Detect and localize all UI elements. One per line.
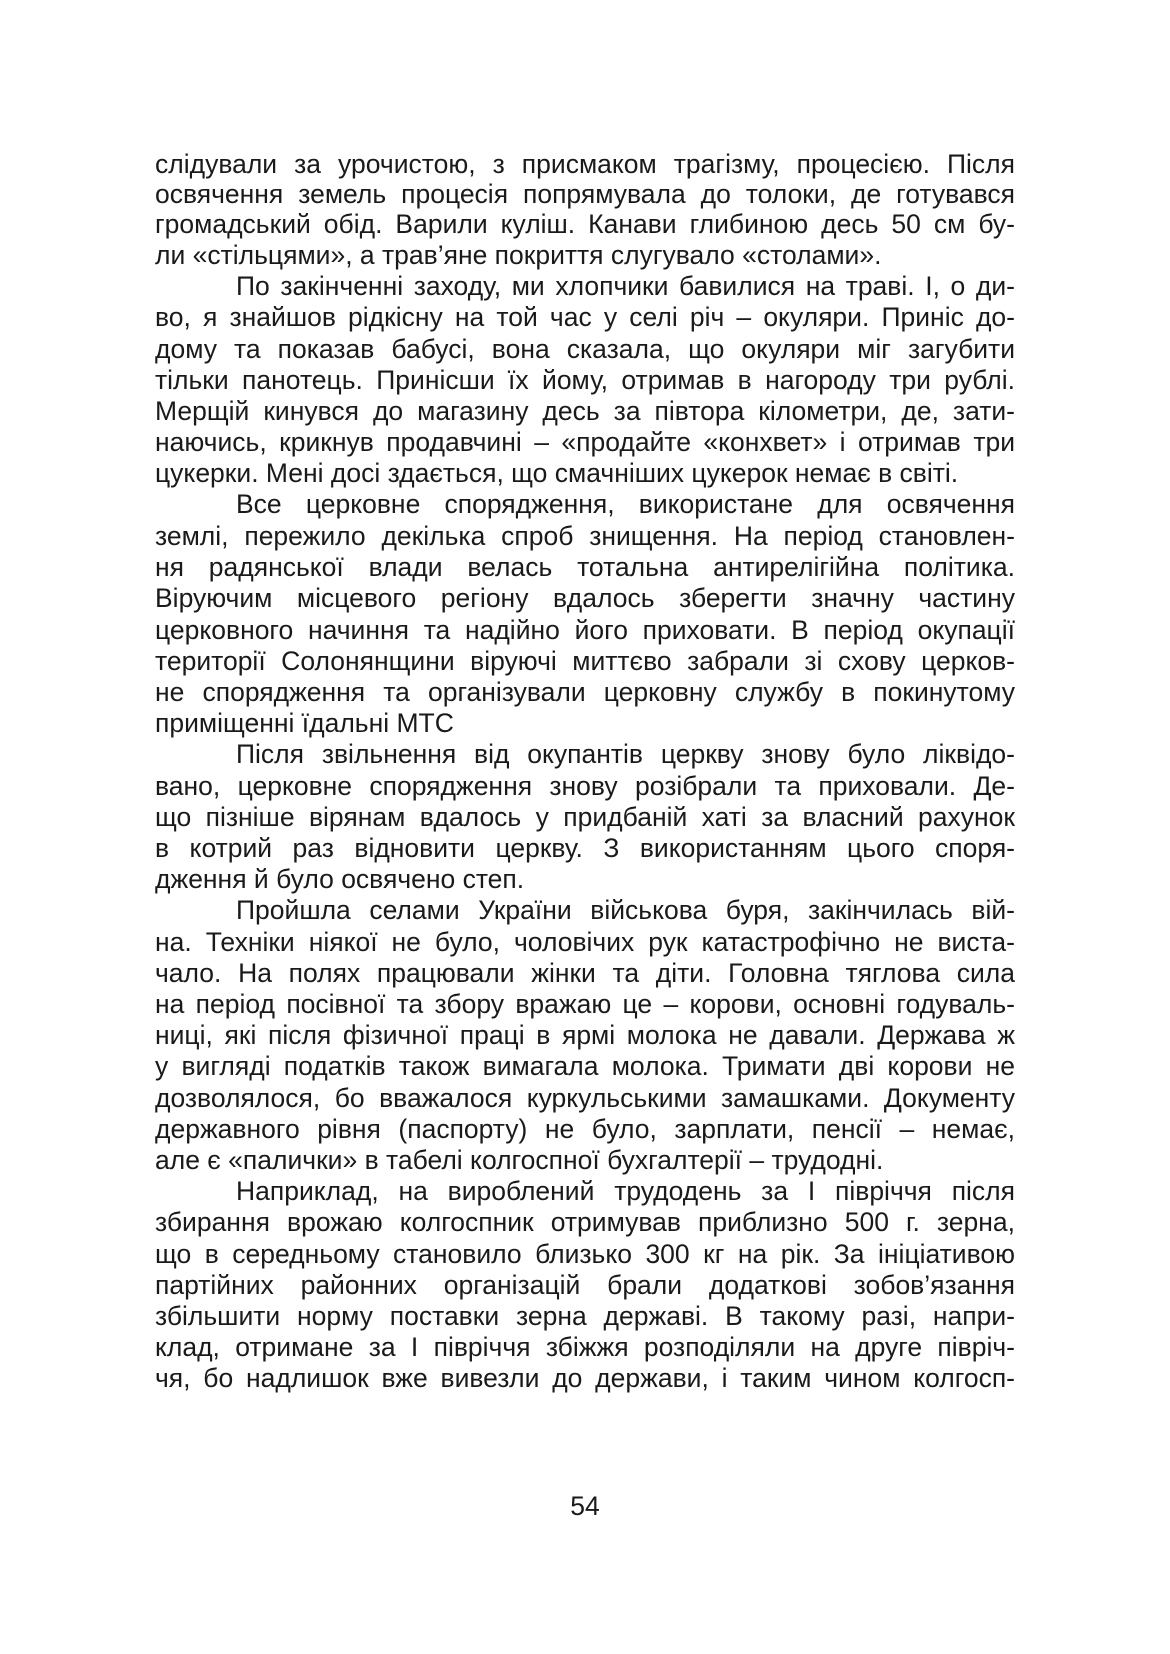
text-line: землі, пережило декілька спроб знищення. На період становлен- (155, 521, 1015, 551)
text-line: Пройшла селами України військова буря, закінчилась вій- (236, 895, 1015, 925)
text-line: освячення земель процесія попрямувала до толоки, де готувався (155, 179, 1015, 209)
text-line: в котрий раз відновити церкву. З використанням цього споря- (155, 833, 1015, 863)
text-line: ня радянської влади велась тотальна антирелігійна політика. (155, 552, 1015, 582)
text-line: збирання врожаю колгоспник отримував приблизно 500 г. зерна, (155, 1207, 1015, 1237)
text-line: але є «палички» в табелі колгоспної бухгалтерії – трудодні. (155, 1145, 884, 1175)
text-line: клад, отримане за І півріччя збіжжя розподіляли на друге півріч- (155, 1332, 1015, 1362)
text-line: вано, церковне спорядження знову розібрали та приховали. Де- (155, 771, 1015, 801)
text-line: державного рівня (паспорту) не було, зарплати, пенсії – немає, (155, 1114, 1015, 1144)
text-line: Все церковне спорядження, використане для освячення (236, 489, 1015, 519)
text-line: Наприклад, на вироблений трудодень за І півріччя після (236, 1176, 1015, 1206)
text-line: дому та показав бабусі, вона сказала, що окуляри міг загубити (155, 334, 1015, 364)
text-line: цукерки. Мені досі здається, що смачніших цукерок немає в світі. (155, 458, 959, 488)
text-line: церковного начиння та надійно його приховати. В період окупації (155, 615, 1015, 645)
text-line: слідували за урочистою, з присмаком трагізму, процесією. Після (155, 149, 1015, 179)
text-line: на. Техніки ніякої не було, чоловічих рук катастрофічно не виста- (155, 927, 1015, 957)
text-line: во, я знайшов рідкісну на той час у селі річ – окуляри. Приніс до- (155, 302, 1015, 332)
text-line: громадський обід. Варили куліш. Канави глибиною десь 50 см бу- (155, 209, 1015, 239)
text-line: що в середньому становило близько 300 кг на рік. За ініціативою (155, 1239, 1015, 1269)
text-line: збільшити норму поставки зерна державі. В такому разі, напри- (155, 1301, 1015, 1331)
text-line: дження й було освячено степ. (155, 864, 525, 894)
text-line: чало. На полях працювали жінки та діти. Головна тяглова сила (155, 958, 1015, 988)
text-line: партійних районних організацій брали додаткові зобов’язання (155, 1270, 1015, 1300)
text-line: Після звільнення від окупантів церкву знову було ліквідо- (236, 739, 1015, 769)
text-line: чя, бо надлишок вже вивезли до держави, і таким чином колгосп- (155, 1363, 1015, 1393)
text-line: Віруючим місцевого регіону вдалось зберегти значну частину (155, 583, 1015, 613)
text-line: території Солонянщини віруючі миттєво забрали зі схову церков- (155, 646, 1015, 676)
text-line: наючись, крикнув продавчині – «продайте «конхвет» і отримав три (155, 427, 1015, 457)
page-number: 54 (570, 1491, 600, 1521)
text-line: тільки панотець. Принісши їх йому, отримав в нагороду три рублі. (155, 365, 1015, 395)
text-line: По закінченні заходу, ми хлопчики бавилися на траві. І, о ди- (236, 271, 1015, 301)
text-line: не спорядження та організували церковну службу в покинутому (155, 677, 1015, 707)
text-line: що пізніше вірянам вдалось у придбаній хаті за власний рахунок (155, 802, 1015, 832)
text-line: на період посівної та збору вражаю це – корови, основні годуваль- (155, 989, 1015, 1019)
text-line: дозволялося, бо вважалося куркульськими замашками. Документу (155, 1083, 1015, 1113)
text-line: Мерщій кинувся до магазину десь за півтора кілометри, де, зати- (155, 396, 1015, 426)
text-line: приміщенні їдальні МТС (155, 708, 454, 738)
text-line: у вигляді податків також вимагала молока. Тримати дві корови не (155, 1051, 1015, 1081)
text-line: ниці, які після фізичної праці в ярмі молока не давали. Держава ж (155, 1020, 1015, 1050)
text-line: ли «стільцями», а трав’яне покриття слугувало «столами». (155, 240, 882, 270)
